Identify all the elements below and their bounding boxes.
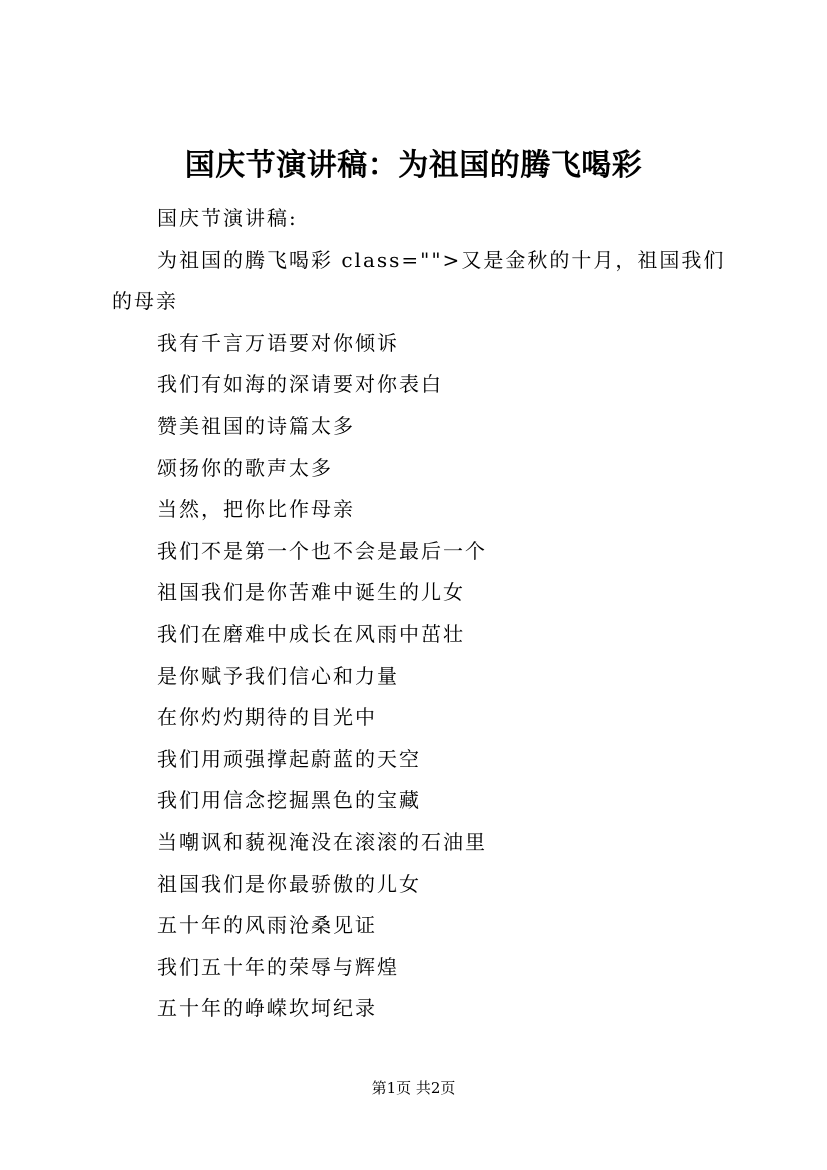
paragraph: 当然，把你比作母亲 xyxy=(157,497,355,522)
paragraph: 五十年的风雨沧桑见证 xyxy=(157,913,377,938)
paragraph: 颂扬你的歌声太多 xyxy=(157,455,333,480)
paragraph: 祖国我们是你最骄傲的儿女 xyxy=(157,871,421,896)
paragraph: 我们用顽强撑起蔚蓝的天空 xyxy=(157,746,421,771)
paragraph: 国庆节演讲稿: xyxy=(157,206,298,230)
paragraph: 赞美祖国的诗篇太多 xyxy=(157,413,355,438)
paragraph: 我们有如海的深请要对你表白 xyxy=(157,372,443,397)
paragraph: 当嘲讽和藐视淹没在滚滚的石油里 xyxy=(157,829,487,854)
paragraph: 我们用信念挖掘黑色的宝藏 xyxy=(157,788,421,813)
paragraph: 我们在磨难中成长在风雨中茁壮 xyxy=(157,621,465,646)
page-footer: 第1页 共2页 xyxy=(371,1079,456,1097)
paragraph: 我有千言万语要对你倾诉 xyxy=(157,330,399,355)
paragraph: 祖国我们是你苦难中诞生的儿女 xyxy=(157,580,465,605)
paragraph: 是你赋予我们信心和力量 xyxy=(157,663,399,688)
document-body xyxy=(112,198,732,1030)
paragraph: 我们五十年的荣辱与辉煌 xyxy=(157,954,399,979)
paragraph: 五十年的峥嵘坎坷纪录 xyxy=(157,996,377,1021)
document-title: 国庆节演讲稿：为祖国的腾飞喝彩 xyxy=(184,148,643,183)
paragraph: 在你灼灼期待的目光中 xyxy=(157,705,377,730)
paragraph: 我们不是第一个也不会是最后一个 xyxy=(157,538,487,563)
paragraph: 为祖国的腾飞喝彩 class="">又是金秋的十月，祖国我们的母亲 xyxy=(112,247,726,314)
